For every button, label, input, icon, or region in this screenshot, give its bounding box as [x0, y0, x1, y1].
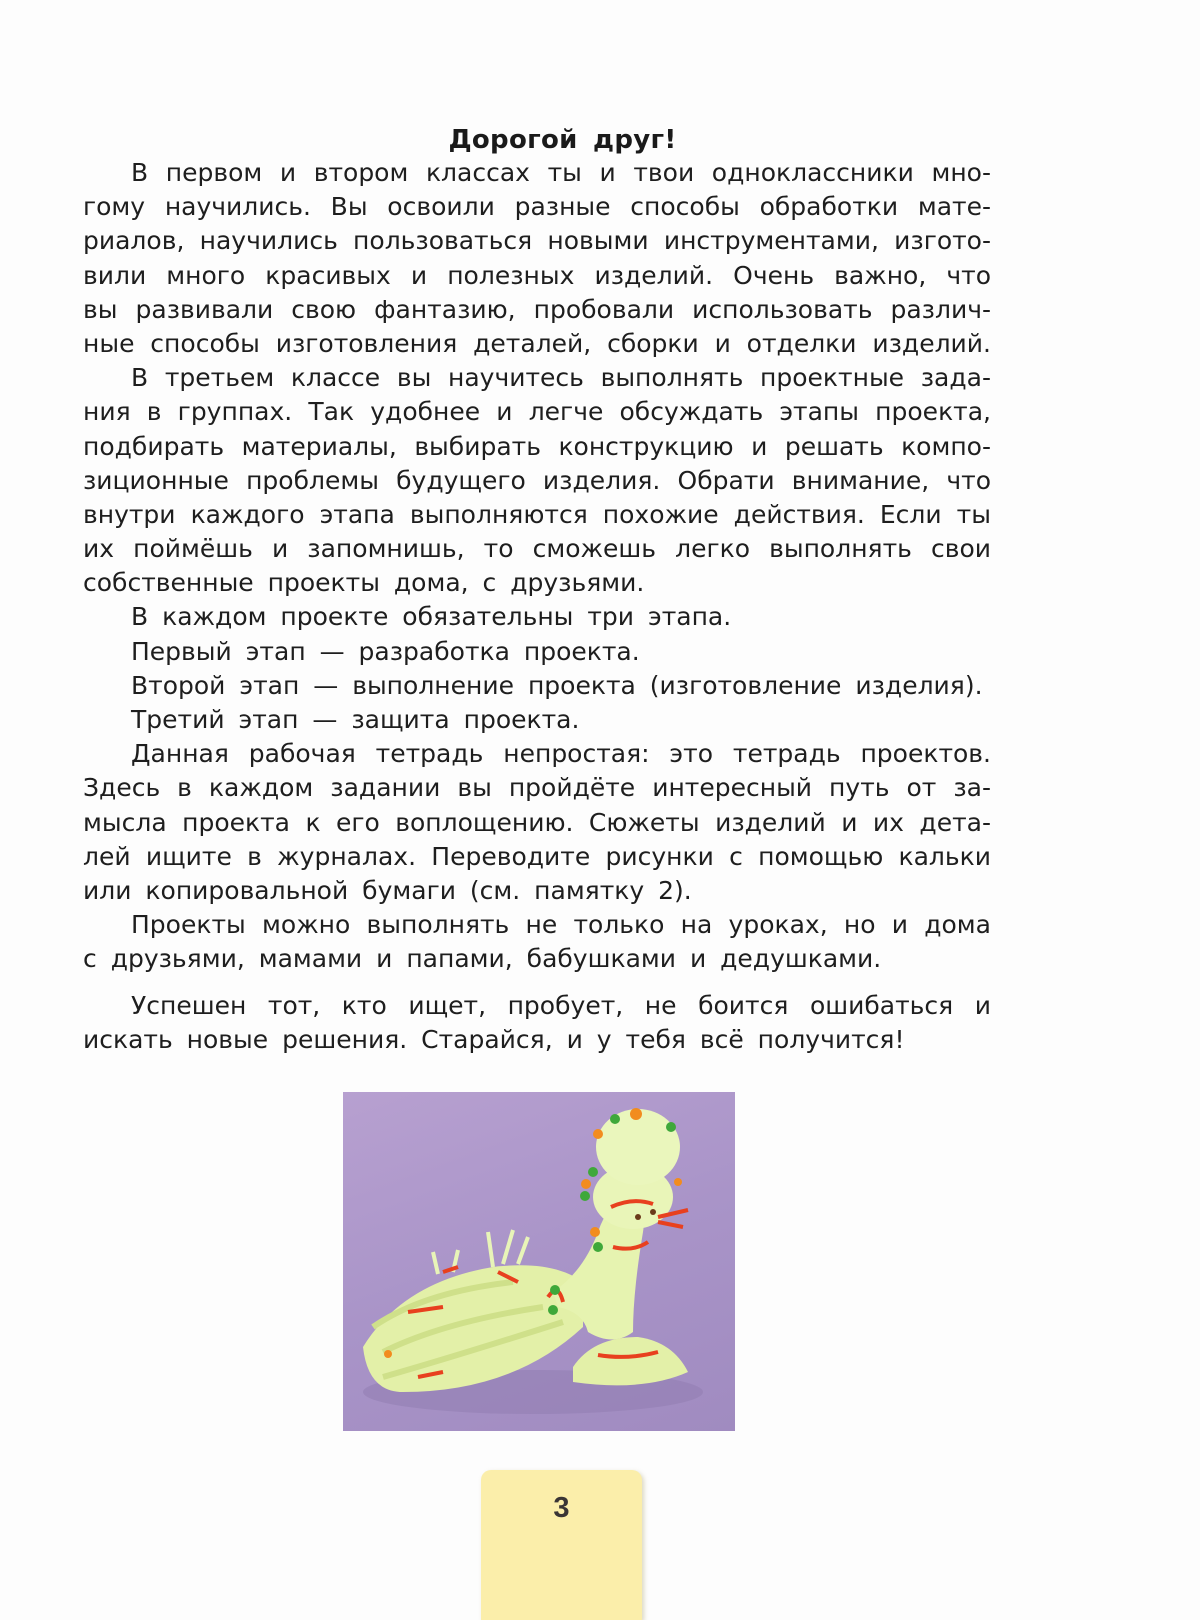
- text-line: ния в группах. Так удобнее и легче обсуждать этапы проекта,: [83, 397, 991, 427]
- paragraph: [83, 156, 991, 361]
- text-line: подбирать материалы, выбирать конструкцию и решать компо-: [83, 431, 991, 461]
- yarn-bird-illustration-icon: [343, 1092, 735, 1431]
- text-line: их поймёшь и запомнишь, то сможешь легко выполнять свои: [83, 534, 991, 564]
- stage-3: Третий этап — защита проекта.: [131, 705, 580, 734]
- text-line: вы развивали свою фантазию, пробовали использовать различ-: [83, 294, 991, 324]
- paragraph: [83, 908, 991, 976]
- text-line: или копировальной бумаги (см. памятку 2).: [83, 875, 692, 905]
- text-line: В третьем классе вы научитесь выполнять проектные зада-: [131, 363, 991, 393]
- text-line: вили много красивых и полезных изделий. Очень важно, что: [83, 260, 991, 290]
- text-line: зиционные проблемы будущего изделия. Обрати внимание, что: [83, 465, 991, 495]
- stage-2: Второй этап — выполнение проекта (изготовление изделия).: [131, 670, 983, 700]
- text-line: лей ищите в журналах. Переводите рисунки с помощью кальки: [83, 841, 991, 871]
- stages-list: [83, 600, 991, 737]
- paragraph-gap: [83, 977, 991, 989]
- paragraph: [83, 737, 991, 908]
- text-body: [83, 156, 991, 1057]
- text-line: гому научились. Вы освоили разные способы обработки мате-: [83, 192, 991, 222]
- text-line: Успешен тот, кто ищет, пробует, не боится ошибаться и: [131, 990, 991, 1020]
- page-number-tab: [481, 1470, 642, 1620]
- text-line: искать новые решения. Старайся, и у тебя всё получится!: [83, 1024, 905, 1054]
- text-line: мысла проекта к его воплощению. Сюжеты изделий и их дета-: [83, 807, 991, 837]
- text-line: Проекты можно выполнять не только на уроках, но и дома: [131, 910, 991, 940]
- stages-intro: В каждом проекте обязательны три этапа.: [131, 602, 732, 632]
- paragraph: [83, 361, 991, 600]
- yarn-bird-photo: [343, 1092, 735, 1431]
- stage-1: Первый этап — разработка проекта.: [131, 636, 640, 666]
- text-line: В первом и втором классах ты и твои одноклассники мно-: [131, 158, 991, 187]
- page-number: 3: [553, 1492, 570, 1524]
- text-line: риалов, научились пользоваться новыми инструментами, изгото-: [83, 226, 991, 256]
- text-line: Здесь в каждом задании вы пройдёте интересный путь от за-: [83, 773, 991, 803]
- text-line: Данная рабочая тетрадь непростая: это тетрадь проектов.: [131, 739, 991, 769]
- text-line: собственные проекты дома, с друзьями.: [83, 568, 645, 598]
- text-line: с друзьями, мамами и папами, бабушками и дедушками.: [83, 944, 882, 974]
- closing-paragraph: [83, 989, 991, 1057]
- page-title: Дорогой друг!: [448, 125, 677, 156]
- text-line: внутри каждого этапа выполняются похожие действия. Если ты: [83, 499, 991, 529]
- text-line: ные способы изготовления деталей, сборки и отделки изделий.: [83, 328, 991, 358]
